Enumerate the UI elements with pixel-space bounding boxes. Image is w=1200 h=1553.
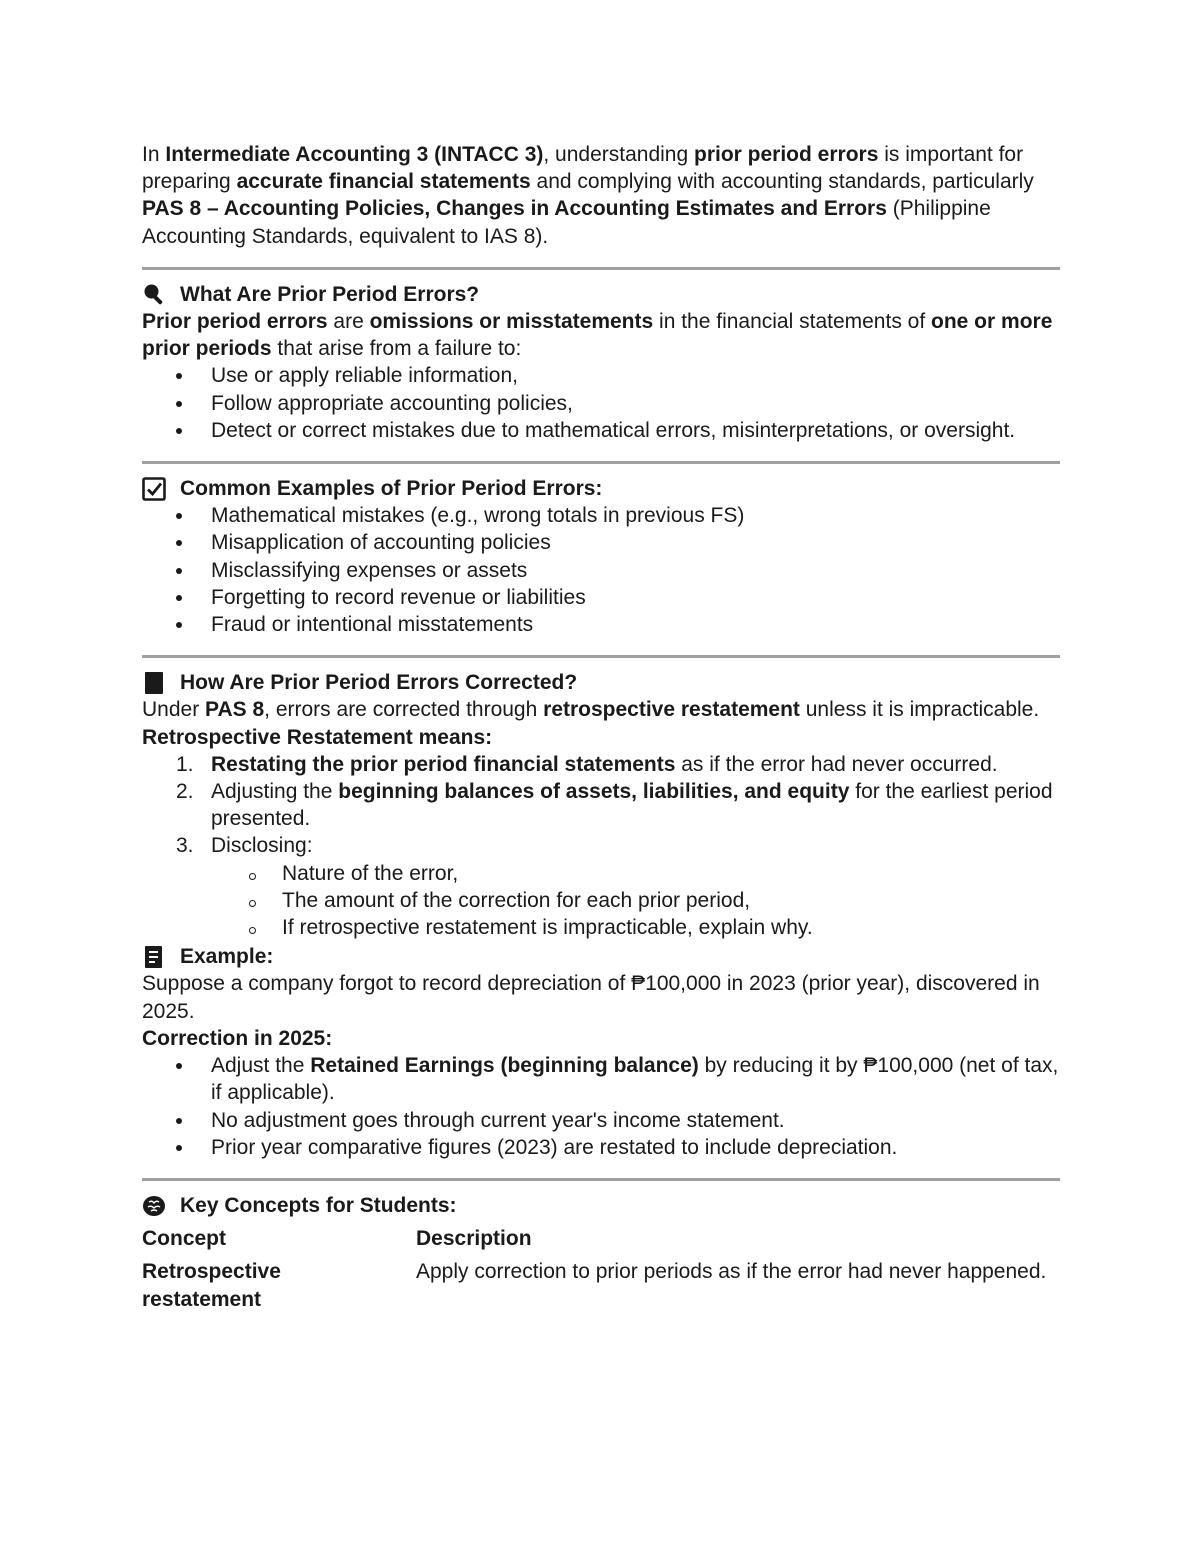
example-text: Suppose a company forgot to record depreciation of ₱100,000 in 2023 (prior year), discovered in 2025. [142, 972, 1040, 1023]
key-concepts-table [142, 1225, 1060, 1313]
list-item: If retrospective restatement is impracticable, explain why. [142, 914, 1060, 941]
intro-paragraph: In Intermediate Accounting 3 (INTACC 3), understanding prior period errors is important for preparing accurate financial statements and complying with accounting standards, particularly PAS 8 – Accounting Policies, Changes in Accounting Estimates and Errors (Philippine Accounting Standards, equivalent to IAS 8). [142, 143, 1034, 248]
list-item: No adjustment goes through current year's income statement. [142, 1107, 1060, 1134]
example-heading: Example: [142, 943, 1060, 970]
what-list [142, 362, 1060, 444]
brain-icon [142, 1194, 166, 1218]
checkbox-icon [142, 477, 166, 501]
list-item: Nature of the error, [142, 860, 1060, 887]
table-header-concept: Concept [142, 1227, 226, 1251]
restatement-steps [142, 751, 1060, 860]
examples-heading: Common Examples of Prior Period Errors: [142, 475, 1060, 502]
list-item: Misclassifying expenses or assets [142, 557, 1060, 584]
intro-bold-errors: prior period errors [694, 143, 879, 166]
list-item: Use or apply reliable information, [142, 362, 1060, 389]
list-item: Detect or correct mistakes due to mathematical errors, misinterpretations, or oversight. [142, 417, 1060, 444]
list-item: Prior year comparative figures (2023) are restated to include depreciation. [142, 1134, 1060, 1161]
table-cell-description: Apply correction to prior periods as if the error had never happened. [416, 1260, 1047, 1284]
list-item: Follow appropriate accounting policies, [142, 390, 1060, 417]
disclosing-list [142, 860, 1060, 942]
intro-bold-pas8: PAS 8 – Accounting Policies, Changes in Accounting Estimates and Errors [142, 197, 887, 221]
intro-bold-course: Intermediate Accounting 3 (INTACC 3) [165, 143, 544, 166]
list-item: Misapplication of accounting policies [142, 529, 1060, 556]
list-item: Fraud or intentional misstatements [142, 611, 1060, 638]
what-definition: Prior period errors are omissions or misstatements in the financial statements of one or more prior periods that arise from a failure to: [142, 310, 1053, 361]
restatement-means-label: Retrospective Restatement means: [142, 725, 493, 749]
list-item: Forgetting to record revenue or liabilities [142, 584, 1060, 611]
list-item: Adjust the Retained Earnings (beginning balance) by reducing it by ₱100,000 (net of tax, if applicable). [142, 1052, 1060, 1106]
examples-list [142, 502, 1060, 638]
correction-heading: Correction in 2025: [142, 1026, 333, 1050]
key-heading: Key Concepts for Students: [142, 1192, 1060, 1219]
table-cell-concept: Retrospective restatement [142, 1260, 281, 1311]
list-item: Mathematical mistakes (e.g., wrong totals in previous FS) [142, 502, 1060, 529]
list-item: 1. Restating the prior period financial statements as if the error had never occurred. [176, 752, 998, 776]
document-page [142, 141, 1060, 1313]
table-header-description: Description [416, 1227, 532, 1251]
corrected-paragraph: Under PAS 8, errors are corrected through retrospective restatement unless it is impracticable. [142, 698, 1040, 722]
book-icon [142, 671, 166, 695]
list-item: The amount of the correction for each prior period, [142, 887, 1060, 914]
intro-bold-fs: accurate financial statements [236, 170, 531, 194]
receipt-icon [142, 945, 166, 969]
corrected-heading: How Are Prior Period Errors Corrected? [142, 669, 1060, 696]
list-item: 3. Disclosing: [176, 834, 313, 858]
correction-list [142, 1052, 1060, 1161]
magnifier-icon [142, 282, 166, 306]
list-item: 2. Adjusting the beginning balances of assets, liabilities, and equity for the earliest period presented. [176, 780, 1053, 831]
what-heading: What Are Prior Period Errors? [142, 281, 1060, 308]
